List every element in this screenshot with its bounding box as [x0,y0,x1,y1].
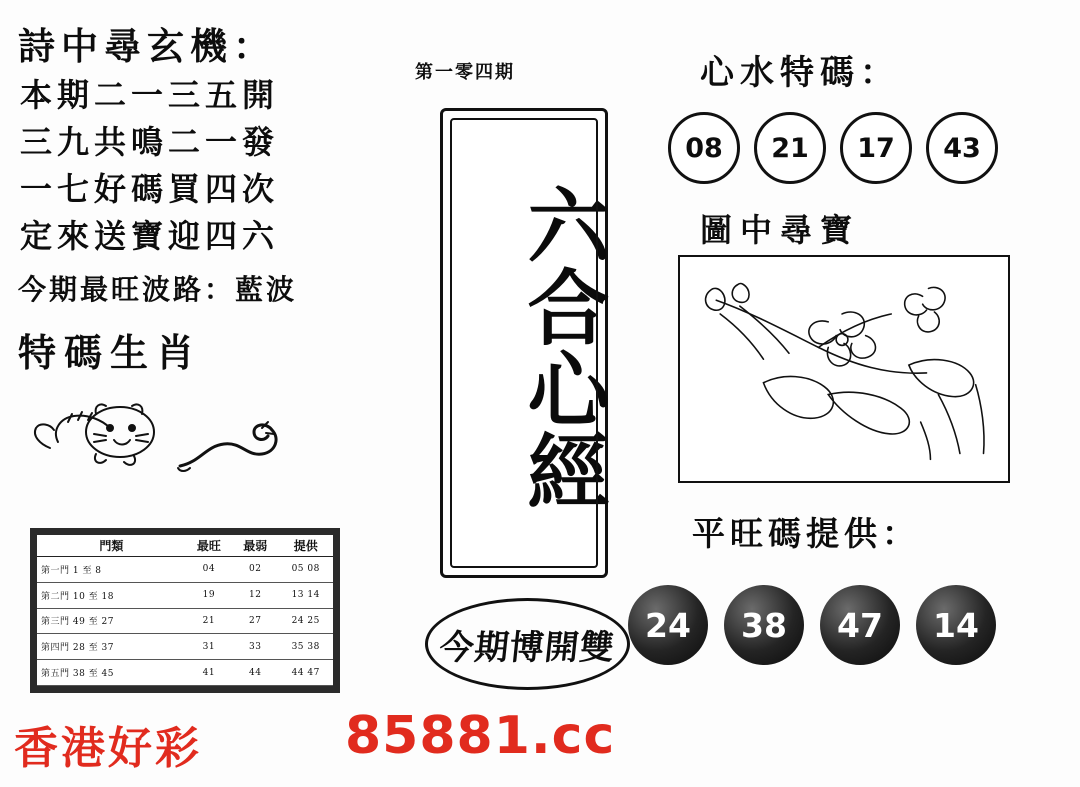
poem-line-2: 三九共鳴二一發 [20,123,280,161]
table-cell-supply: 44 47 [278,660,333,686]
special-number-ball: 21 [754,112,826,184]
number-table-inner [37,535,333,686]
table-cell-strongest: 31 [186,634,232,660]
table-row [37,582,333,608]
supply-number-ball: 38 [724,585,804,665]
supply-numbers-title: 平旺碼提供： [692,514,920,553]
slogan-text: 今期博開雙 [437,627,617,668]
supply-number-ball: 14 [916,585,996,665]
special-number-ball: 08 [668,112,740,184]
table-row [37,557,333,583]
poem-title: 詩中尋玄機： [18,24,276,68]
number-table [37,535,333,686]
poem-line-4: 定來送寶迎四六 [20,217,280,255]
table-cell-strongest: 04 [186,557,232,583]
picture-frame [678,255,1010,483]
table-cell-weakest: 12 [232,582,278,608]
table-cell-supply: 13 14 [278,582,333,608]
zodiac-title: 特碼生肖 [18,330,203,375]
title-scroll-frame [440,108,608,578]
main-title: 六合心經 [514,183,610,511]
tiger-snake-illustration [10,370,310,480]
table-cell-weakest: 27 [232,608,278,634]
table-cell-strongest: 19 [186,582,232,608]
table-row [37,660,333,686]
supply-number-ball: 47 [820,585,900,665]
table-row [37,634,333,660]
table-cell-strongest: 41 [186,660,232,686]
table-header-weakest: 最弱 [232,535,278,557]
poem-line-1: 本期二一三五開 [20,76,280,114]
table-cell-label: 第一門 1 至 8 [37,557,186,583]
issue-label: 第一零四期 [415,62,515,83]
supply-numbers-row [628,585,996,665]
table-header-row [37,535,333,557]
table-cell-label: 第二門 10 至 18 [37,582,186,608]
slogan-oval [425,598,630,690]
table-row [37,608,333,634]
supply-number-ball: 24 [628,585,708,665]
brand-name: 香港好彩 [14,723,202,774]
table-cell-weakest: 44 [232,660,278,686]
table-cell-label: 第五門 38 至 45 [37,660,186,686]
table-cell-label: 第四門 28 至 37 [37,634,186,660]
wave-route-line: 今期最旺波路：藍波 [18,273,298,306]
table-cell-weakest: 33 [232,634,278,660]
table-cell-supply: 24 25 [278,608,333,634]
special-numbers-row [668,112,998,184]
table-cell-strongest: 21 [186,608,232,634]
special-number-ball: 43 [926,112,998,184]
table-header-category: 門類 [37,535,186,557]
table-cell-supply: 05 08 [278,557,333,583]
table-header-supply: 提供 [278,535,333,557]
poem-line-3: 一七好碼買四次 [20,170,280,208]
brand-url[interactable]: 85881.cc [345,706,616,766]
table-cell-label: 第三門 49 至 27 [37,608,186,634]
picture-section-title: 圖中尋寶 [700,211,861,249]
special-number-ball: 17 [840,112,912,184]
table-cell-supply: 35 38 [278,634,333,660]
table-cell-weakest: 02 [232,557,278,583]
number-table-frame [30,528,340,693]
table-header-strongest: 最旺 [186,535,232,557]
orchid-illustration [680,257,1008,481]
special-numbers-title: 心水特碼： [700,53,900,93]
